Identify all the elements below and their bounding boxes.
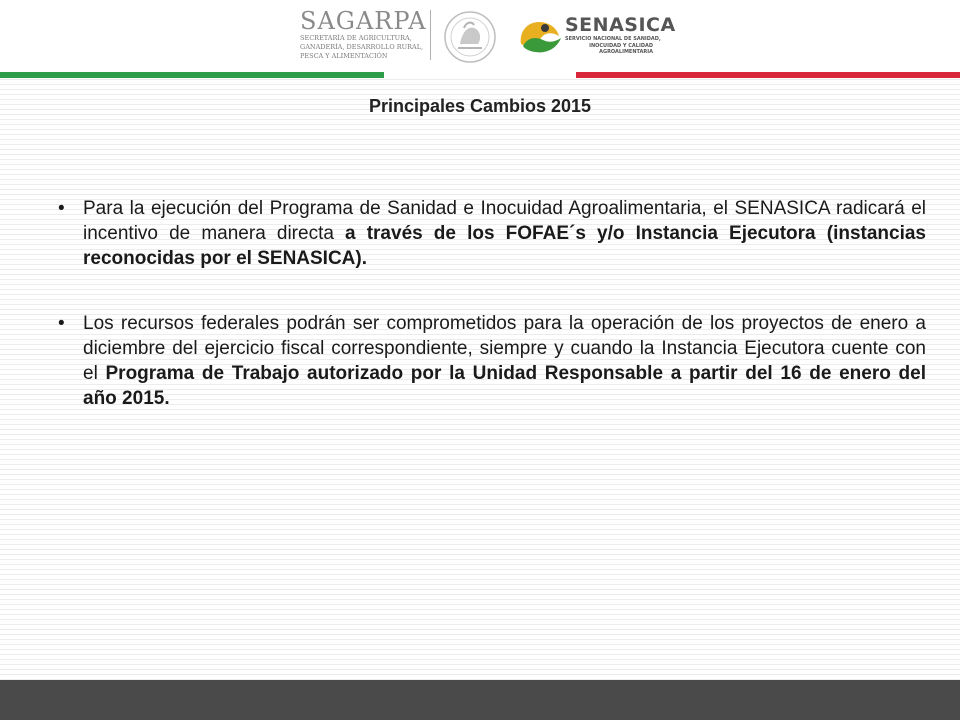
bullet-bold-text: a través de los FOFAE´s y/o Instancia Ejecutora (instancias reconocidas por el SENASICA).	[83, 223, 926, 269]
header	[0, 0, 960, 72]
slide-title: Principales Cambios 2015	[368, 96, 592, 116]
senasica-subtitle-line: AGROALIMENTARIA	[599, 49, 653, 55]
senasica-subtitle-line: SERVICIO NACIONAL DE SANIDAD,	[565, 36, 661, 42]
sagarpa-subtitle-line: PESCA Y ALIMENTACIÓN	[300, 52, 388, 60]
senasica-logo	[565, 14, 676, 56]
bullet-list	[58, 196, 926, 411]
sagarpa-logo	[300, 8, 428, 66]
bullet-dot: •	[58, 313, 65, 334]
sagarpa-wordmark: SAGARPA	[300, 7, 427, 35]
bullet-dot: •	[58, 198, 65, 219]
flag-band-white	[384, 72, 576, 78]
footer-bar	[0, 680, 960, 720]
flag-band-green	[0, 72, 384, 78]
flag-band-red	[576, 72, 960, 78]
bullet-bold-text: Programa de Trabajo autorizado por la Unidad Responsable a partir del 16 de enero del año 2015.	[83, 363, 926, 409]
bullet-text: Para la ejecución del Programa de Sanidad e Inocuidad Agroalimentaria, el SENASICA radicará el incentivo de manera directa	[83, 198, 926, 244]
bullet-text: Los recursos federales podrán ser comprometidos para la operación de los proyectos de enero a diciembre del ejercicio fiscal correspondiente, siempre y cuando la Instancia Ejecutora cuente con el	[83, 313, 926, 384]
sagarpa-subtitle-line: SECRETARÍA DE AGRICULTURA,	[300, 34, 412, 42]
sagarpa-subtitle-line: GANADERÍA, DESARROLLO RURAL,	[300, 43, 424, 51]
senasica-subtitle-line: INOCUIDAD Y CALIDAD	[589, 42, 653, 49]
senasica-wordmark: SENASICA	[565, 14, 676, 36]
bullet-item	[58, 311, 926, 411]
senasica-emblem-icon	[515, 16, 565, 56]
logo-divider	[430, 10, 431, 60]
bullet-item	[58, 196, 926, 271]
mexico-seal-icon	[438, 10, 502, 64]
